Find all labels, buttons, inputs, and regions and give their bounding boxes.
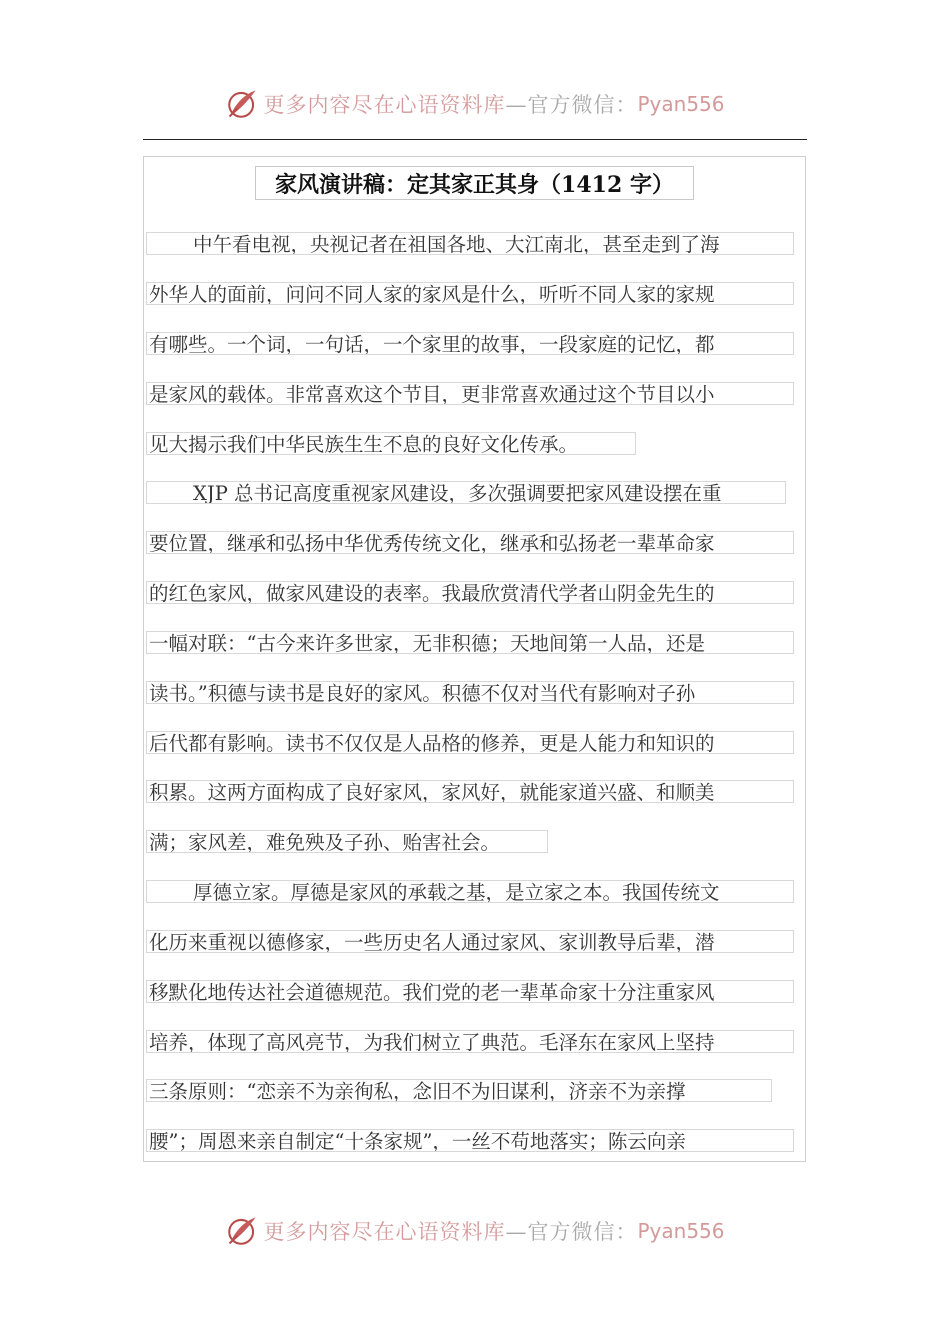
text-line: 厚德立家。厚德是家风的承载之基，是立家之本。我国传统文 [146,880,794,903]
footer-watermark [0,1211,950,1251]
watermark-brand: 更多内容尽在心语资料库 [263,93,506,117]
text-line: 后代都有影响。读书不仅仅是人品格的修养，更是人能力和知识的 [146,731,794,754]
text-line: 见大揭示我们中华民族生生不息的良好文化传承。 [146,432,636,455]
text-line: 满；家风差，难免殃及子孙、贻害社会。 [146,830,548,853]
text-line: 中午看电视，央视记者在祖国各地、大江南北，甚至走到了海 [146,232,794,255]
title-box [255,166,694,200]
header-watermark [0,84,950,124]
header-divider [143,139,807,140]
text-line: XJP 总书记高度重视家风建设，多次强调要把家风建设摆在重 [146,481,786,504]
text-line: 三条原则：“恋亲不为亲徇私，念旧不为旧谋利，济亲不为亲撑 [146,1079,772,1102]
quill-logo-icon [225,87,259,121]
text-line: 的红色家风，做家风建设的表率。我最欣赏清代学者山阴金先生的 [146,581,794,604]
watermark-separator: —官方微信： [505,1220,638,1244]
text-line: 积累。这两方面构成了良好家风，家风好，就能家道兴盛、和顺美 [146,780,794,803]
document-frame [143,156,806,1162]
document-title: 家风演讲稿：定其家正其身（1412 字） [275,171,674,198]
text-line: 培养，体现了高风亮节，为我们树立了典范。毛泽东在家风上坚持 [146,1030,794,1053]
watermark-separator: —官方微信： [505,93,638,117]
watermark-handle: Pyan556 [637,92,725,116]
text-line: 要位置，继承和弘扬中华优秀传统文化，继承和弘扬老一辈革命家 [146,531,794,554]
text-line: 读书。”积德与读书是良好的家风。积德不仅对当代有影响对子孙 [146,681,794,704]
text-line: 是家风的载体。非常喜欢这个节目，更非常喜欢通过这个节目以小 [146,382,794,405]
watermark-brand: 更多内容尽在心语资料库 [263,1220,506,1244]
text-line: 移默化地传达社会道德规范。我们党的老一辈革命家十分注重家风 [146,980,794,1003]
text-line: 有哪些。一个词，一句话，一个家里的故事，一段家庭的记忆，都 [146,332,794,355]
watermark-handle: Pyan556 [637,1219,725,1243]
text-line: 外华人的面前，问问不同人家的家风是什么，听听不同人家的家规 [146,282,794,305]
text-line: 一幅对联：“古今来许多世家，无非积德；天地间第一人品，还是 [146,631,794,654]
quill-logo-icon [225,1214,259,1248]
text-line: 腰”；周恩来亲自制定“十条家规”，一丝不苟地落实；陈云向亲 [146,1129,794,1152]
text-line: 化历来重视以德修家，一些历史名人通过家风、家训教导后辈，潜 [146,930,794,953]
